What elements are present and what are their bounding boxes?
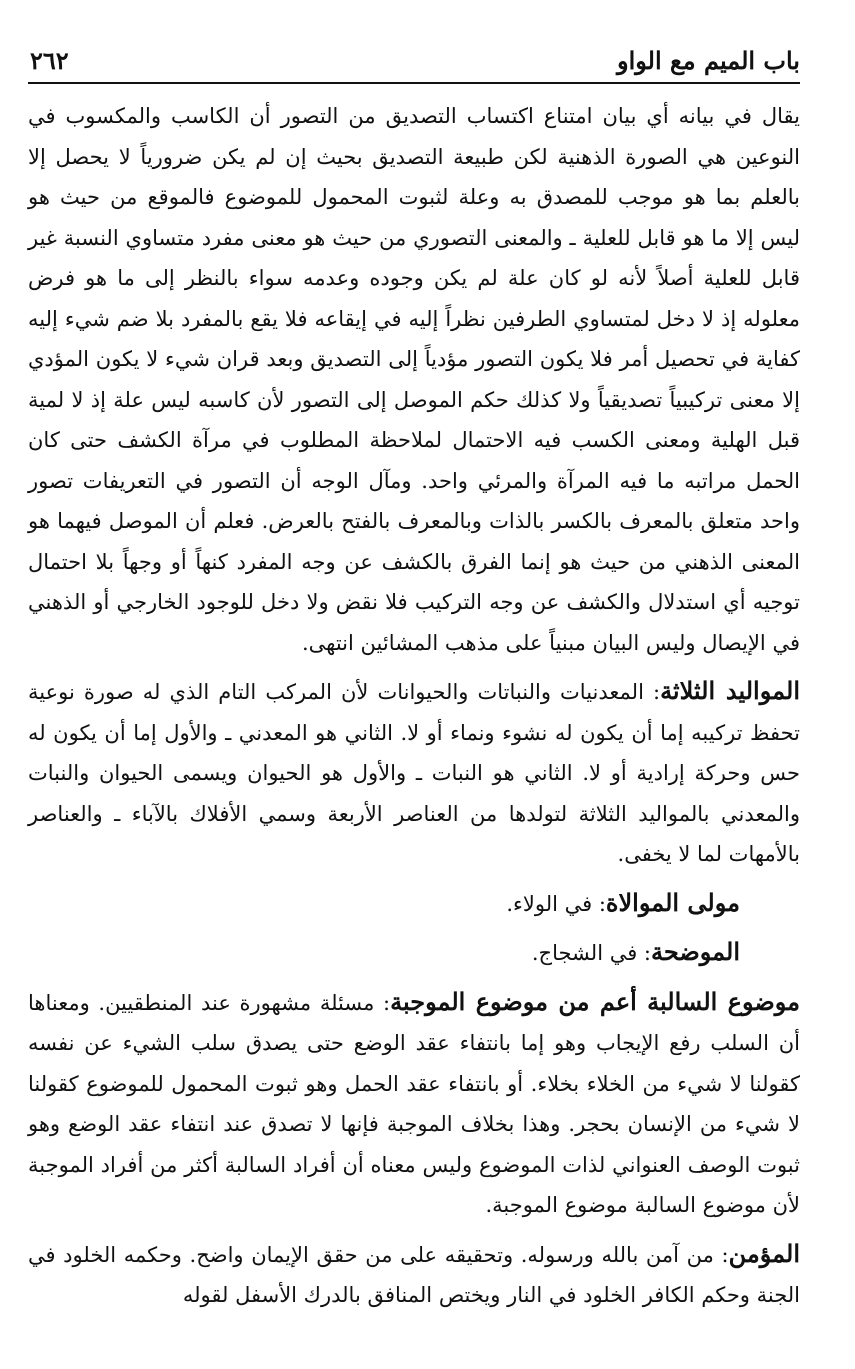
page-body	[28, 96, 800, 1316]
entry-term: الموضحة	[651, 937, 740, 966]
entry-text: : من آمن بالله ورسوله. وتحقيقه على من حقق الإيمان واضح. وحكمه الخلود في الجنة وحكم الكافر الخلود في النار ويختص المنافق بالدرك الأسفل لقوله	[28, 1242, 800, 1307]
entry-mawdu	[28, 982, 800, 1226]
entry-text: : في الولاء.	[506, 891, 606, 916]
page-header	[30, 40, 800, 80]
entry-term: المواليد الثلاثة	[660, 676, 800, 705]
entry-text: : في الشجاج.	[531, 941, 651, 965]
page-number: ٢٦٢	[30, 45, 69, 75]
entry-term: موضوع السالبة أعم من موضوع الموجبة	[390, 986, 801, 1016]
entry-term: مولى الموالاة	[605, 887, 740, 917]
entry-term: المؤمن	[728, 1238, 800, 1268]
entry-text: : مسئلة مشهورة عند المنطقيين. ومعناها أن السلب رفع الإيجاب وهو إما بانتفاء عقد الوضع حتى يصدق سلب الشيء عن نفسه كقولنا لا شيء من الخلاء بخلاء. أو بانتفاء عقد الحمل وهو ثبوت المحمول للموضوع كقولنا لا شيء من الإنسان بحجر. وهذا بخلاف الموجبة فإنها لا تصدق عند انتفاء عقد الوضع وهو ثبوت الوصف العنواني لذات الموضوع وليس معناه أن أفراد السالبة أكثر من أفراد الموجبة لأن موضوع السالبة موضوع الموجبة.	[28, 990, 800, 1217]
entry-mawla	[28, 883, 800, 925]
entry-mawalid	[28, 671, 800, 875]
entry-text: : المعدنيات والنباتات والحيوانات لأن المركب التام الذي له صورة نوعية تحفظ تركيبه إما أن يكون له نشوء ونماء أو لا. الثاني هو المعدني ـ والأول إما أن يكون له حس وحركة إرادية أو لا. الثاني هو النبات ـ والأول هو الحيوان ويسمى الحيوان والنبات والمعدني بالمواليد الثلاثة لتولدها من العناصر الأربعة وسمي الأفلاك بالآباء ـ والعناصر بالأمهات لما لا يخفى.	[28, 680, 800, 866]
header-divider	[28, 82, 800, 84]
entry-mumin	[28, 1234, 800, 1316]
intro-paragraph: يقال في بيانه أي بيان امتناع اكتساب التصديق من التصور أن الكاسب والمكسوب في النوعين هي الصورة الذهنية لكن طبيعة التصديق بحيث إن لم يكن ضرورياً لا يحصل إلا بالعلم بما هو موجب للمصدق به وعلة لثبوت المحمول للموضوع فالموقع من حيث هو ليس إلا ما هو قابل للعلية ـ والمعنى التصوري من حيث هو معنى مفرد متساوي النسبة غير قابل للعلية أصلاً لأنه لو كان علة لم يكن وجوده وعدمه سواء بالنظر إلى ما هو فرض معلوله إذ لا دخل لمتساوي الطرفين نظراً إليه في إيقاعه فلا يقع بالمفرد بلا ضم شيء إليه كفاية في تحصيل أمر فلا يكون التصور مؤدياً إلى التصديق وبعد قران شيء لا يكون المؤدي إلا معنى تركيبياً تصديقياً ولا كذلك حكم الموصل إلى التصور لأن كاسبه ليس علة إذ لا لمية قبل الهلية ومعنى الكسب فيه الاحتمال لملاحظة المطلوب في مرآة الكشف حتى كان الحمل مراتبه ما فيه المرآة والمرئي واحد. ومآل الوجه أن التصور في التعريفات تصور واحد متعلق بالمعرف بالكسر بالذات وبالمعرف بالفتح بالعرض. فعلم أن الموصل فيهما هو المعنى الذهني من حيث هو إنما الفرق بالكشف عن وجه المفرد كنهاً أو وجهاً بلا احتمال توجيه أي استدلال والكشف عن وجه التركيب فلا نقض ولا دخل للوجود الخارجي أو الذهني في الإيصال وليس البيان مبنياً على مذهب المشائين انتهى.	[28, 104, 800, 655]
entry-mudiha	[28, 932, 800, 974]
running-title: باب الميم مع الواو	[617, 45, 800, 75]
